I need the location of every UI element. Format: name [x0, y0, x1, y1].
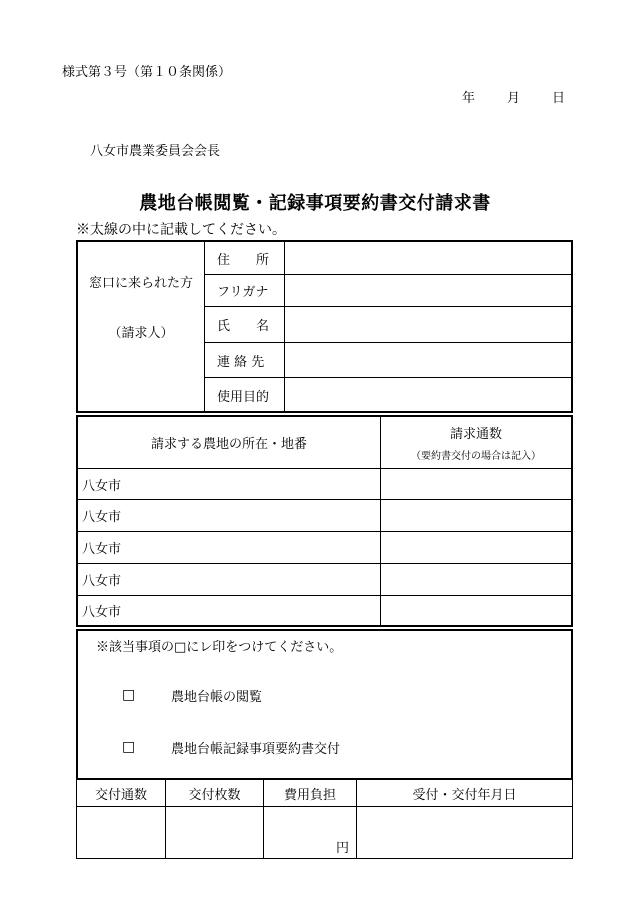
issue-count-header: 交付通数 — [94, 788, 147, 803]
date-line — [462, 92, 565, 105]
page-title: 農地台帳閲覧・記録事項要約書交付請求書 — [139, 193, 491, 214]
checkbox-icon[interactable]: □ — [122, 687, 136, 703]
fill-instruction: ※太線の中に記載してください。 — [76, 222, 286, 238]
name-field[interactable] — [285, 307, 571, 342]
land-location-cell[interactable]: 八女市 — [82, 478, 122, 494]
purpose-label: 使用目的 — [217, 389, 270, 405]
date-year: 年 — [462, 91, 476, 106]
land-count-cell[interactable] — [382, 469, 571, 499]
issue-sheets-header: 交付枚数 — [188, 788, 241, 803]
land-count-subheader: （要約書交付の場合は記入） — [411, 450, 541, 462]
address-field[interactable] — [285, 242, 571, 274]
land-location-cell[interactable]: 八女市 — [82, 542, 122, 557]
addressee: 八女市農業委員会会長 — [90, 144, 221, 159]
requester-sublabel: （請求人） — [108, 325, 174, 341]
land-location-cell[interactable]: 八女市 — [82, 510, 122, 525]
date-day: 日 — [552, 91, 566, 106]
land-count-cell[interactable] — [382, 596, 571, 625]
form-number: 様式第３号（第１０条関係） — [62, 65, 232, 80]
fee-unit: 円 — [336, 840, 350, 856]
land-count-cell[interactable] — [382, 500, 571, 531]
land-location-header: 請求する農地の所在・地番 — [150, 437, 307, 452]
land-location-cell[interactable]: 八女市 — [82, 605, 122, 620]
date-month: 月 — [507, 91, 521, 106]
option-label-view: 農地台帳の閲覧 — [171, 689, 263, 705]
furigana-label: フリガナ — [217, 285, 269, 300]
land-count-cell[interactable] — [382, 564, 571, 595]
contact-label: 連 絡 先 — [217, 354, 265, 370]
furigana-field[interactable] — [285, 275, 571, 306]
land-count-header: 請求通数 — [449, 426, 502, 442]
purpose-field[interactable] — [285, 378, 571, 412]
name-label: 氏 名 — [217, 319, 270, 334]
contact-field[interactable] — [285, 343, 571, 377]
option-label-summary: 農地台帳記録事項要約書交付 — [171, 741, 341, 757]
options-instruction: ※該当事項の□にレ印をつけてください。 — [96, 639, 343, 655]
received-date-header: 受付・交付年月日 — [412, 788, 517, 803]
requester-label: 窓口に来られた方 — [88, 275, 193, 291]
land-location-cell[interactable]: 八女市 — [82, 574, 122, 589]
checkbox-icon[interactable]: □ — [122, 739, 136, 755]
address-label: 住 所 — [217, 252, 270, 268]
land-count-cell[interactable] — [382, 532, 571, 563]
fee-header: 費用負担 — [283, 788, 336, 803]
